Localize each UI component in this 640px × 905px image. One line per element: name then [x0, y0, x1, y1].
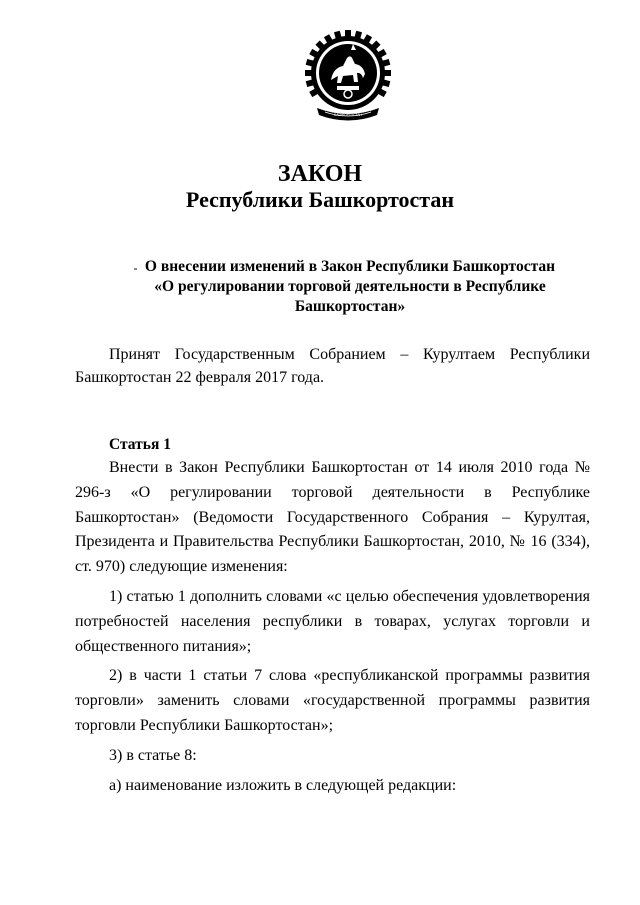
article-paragraph: а) наименование изложить в следующей редакции:	[109, 776, 457, 794]
article-paragraph: 2) в части 1 статьи 7 слова «республиканской программы развития торговли» заменить словами «государственной программы развития торговли Республики Башкортостан»;	[75, 667, 590, 734]
article-paragraph: 3) в статье 8:	[109, 746, 197, 764]
article-body	[75, 456, 590, 798]
subject-line-1: О внесении изменений в Закон Республики Башкортостан	[144, 258, 556, 275]
law-subject	[130, 257, 570, 317]
law-subtitle: Республики Башкортостан	[185, 187, 455, 212]
emblem-ribbon-text: БАШКОРТОСТАН	[334, 113, 362, 117]
article-heading: Статья 1	[109, 436, 171, 453]
subject-line-2: «О регулировании торговой деятельности в Республике	[154, 278, 546, 295]
adoption-line-2: Башкортостан 22 февраля 2017 года.	[75, 369, 325, 386]
article-paragraph: Внести в Закон Республики Башкортостан от 14 июля 2010 года № 296-з «О регулировании торговой деятельности в Республике Башкортостан» (Ведомости Государственного Собрания – Курултая, Президента и Правительства Республики Башкортостан, 2010, № 16 (334), ст. 970) следующие изменения:	[75, 459, 590, 576]
adoption-line-1: Принят Государственным Собранием – Курултаем Республики	[109, 346, 590, 363]
law-title: ЗАКОН	[277, 161, 363, 187]
article-paragraph: 1) статью 1 дополнить словами «с целью обеспечения удовлетворения потребностей населения республики в товарах, услугах торговли и общественного питания»;	[75, 587, 590, 655]
adoption-statement	[75, 343, 590, 389]
subject-line-3: Башкортостан»	[294, 298, 406, 315]
coat-of-arms-icon	[303, 28, 393, 128]
